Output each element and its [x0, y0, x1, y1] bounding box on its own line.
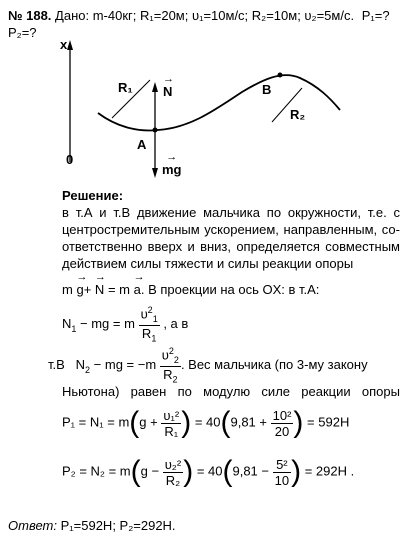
- point-a-label: A: [137, 137, 147, 152]
- axis-origin-label: 0: [66, 152, 74, 167]
- answer-text: P₁=592Н; P₂=292Н.: [60, 518, 176, 533]
- equation-p1: P₁ = N₁ = m(g + $\frac{\text{υ₁²}}{\text{R₁}}$ ) = 40(9,81 + $\frac{\text{10²}}{20}$ ) = 592H: [62, 406, 350, 439]
- equation-p2: P₂ = N₂ = m(g − $\frac{\text{υ₂²}}{\text{R₂}}$ ) = 40(9,81 − $\frac{\text{5²}}{10}$ ) = 292H .: [62, 455, 355, 488]
- answer-label: Ответ:: [8, 518, 57, 533]
- vector-equation: m → g+ → N = m → a. В проекции на ось OX: в т.А:: [62, 282, 319, 297]
- track-curve: [98, 75, 340, 130]
- axis-x-label: x: [60, 37, 68, 52]
- point-b-label: B: [262, 82, 272, 97]
- equation-point-b: т.В $N_2$ − mg = −m $\frac{\upsilon^2_2}{R_2}$ . Вес мальчика (по 3-му закону: [48, 346, 368, 385]
- motion-diagram: [0, 0, 412, 190]
- solution-heading: Решение:: [62, 188, 124, 203]
- answer-line: [8, 518, 176, 533]
- r2-label: R₂: [290, 107, 306, 122]
- point-b-dot: [278, 73, 283, 78]
- r1-label: R₁: [118, 80, 133, 95]
- solution-line-3: ответственно вверх и вниз, определяется совместным: [62, 239, 400, 254]
- equation-point-a: $N_1$ − mg = m $\frac{\upsilon^2_1}{R_1}$ , а в: [62, 305, 189, 344]
- x-axis-arrowhead: [67, 40, 73, 50]
- mg-label: → mg: [162, 162, 182, 177]
- problem-number: № 188.: [8, 8, 52, 23]
- n-label: → N: [163, 84, 172, 99]
- solution-line-newton: Ньютона) равен по модулю силе реакции опоры: [62, 384, 400, 399]
- solution-line-1: в т.А и т.В движение мальчика по окружности, т.е. с: [62, 205, 400, 220]
- n-vector-arrowhead: [152, 82, 158, 92]
- find-p1: P₁=?: [361, 8, 390, 23]
- given-data: Дано: m-40кг; R₁=20м; υ₁=10м/с; R₂=10м; υ₂=5м/с.: [55, 8, 355, 23]
- find-p2: P₂=?: [8, 25, 37, 40]
- solution-line-2: центростремительным ускорением, направленным, со-: [62, 222, 400, 237]
- mg-vector-arrowhead: [152, 168, 158, 178]
- solution-line-4: действием силы тяжести и силы реакции опоры: [62, 256, 354, 271]
